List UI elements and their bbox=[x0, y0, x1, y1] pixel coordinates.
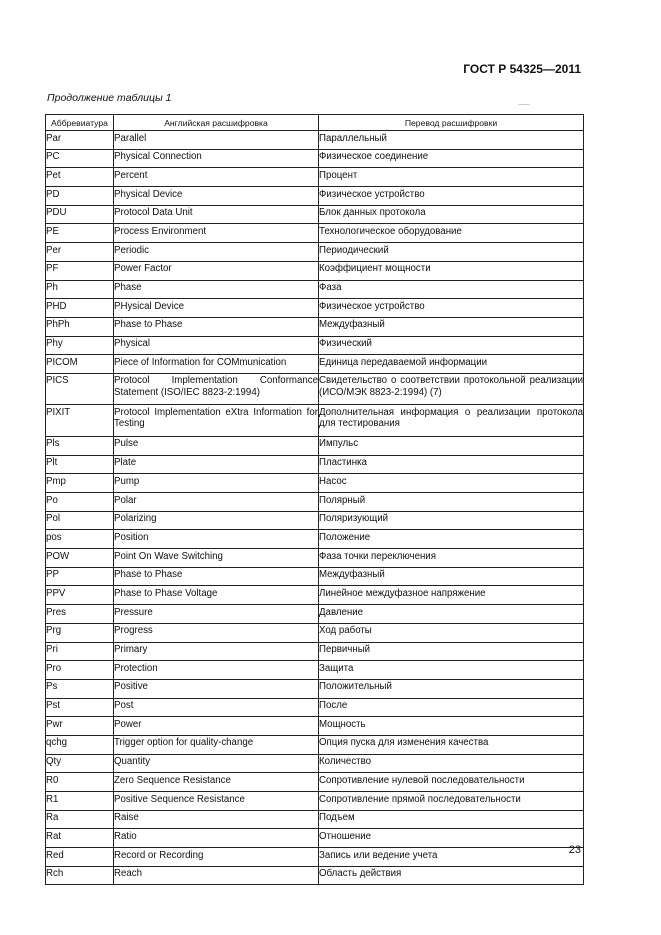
abbreviation-cell: Po bbox=[46, 493, 114, 512]
english-expansion-cell: Phase to Phase Voltage bbox=[114, 586, 319, 605]
english-expansion-cell: Polarizing bbox=[114, 511, 319, 530]
english-expansion-cell: Periodic bbox=[114, 243, 319, 262]
table-row bbox=[46, 848, 584, 867]
table-row bbox=[46, 224, 584, 243]
translation-cell: Междуфазный bbox=[319, 317, 584, 336]
english-expansion-cell: Protocol Implementation Conformance Statement (ISO/IEC 8823-2:1994) bbox=[114, 373, 319, 405]
translation-cell: Поляризующий bbox=[319, 511, 584, 530]
table-header-row bbox=[46, 115, 584, 131]
translation-cell: Положение bbox=[319, 530, 584, 549]
table-row bbox=[46, 455, 584, 474]
abbreviation-cell: Pls bbox=[46, 436, 114, 455]
translation-cell: Подъем bbox=[319, 810, 584, 829]
english-expansion-cell: Power Factor bbox=[114, 261, 319, 280]
english-expansion-cell: Zero Sequence Resistance bbox=[114, 773, 319, 792]
table-row bbox=[46, 735, 584, 754]
english-expansion-cell: Percent bbox=[114, 168, 319, 187]
abbreviation-cell: R1 bbox=[46, 792, 114, 811]
table-row bbox=[46, 530, 584, 549]
translation-cell: Физическое устройство bbox=[319, 299, 584, 318]
translation-cell: Отношение bbox=[319, 829, 584, 848]
abbreviation-cell: PE bbox=[46, 224, 114, 243]
abbreviation-cell: POW bbox=[46, 549, 114, 568]
table-row bbox=[46, 567, 584, 586]
abbreviation-cell: PIXIT bbox=[46, 405, 114, 437]
english-expansion-cell: Raise bbox=[114, 810, 319, 829]
abbreviation-cell: Rch bbox=[46, 866, 114, 885]
abbreviation-cell: Pwr bbox=[46, 717, 114, 736]
translation-cell: Давление bbox=[319, 605, 584, 624]
standard-number: ГОСТ Р 54325—2011 bbox=[463, 62, 581, 76]
abbreviation-cell: Ra bbox=[46, 810, 114, 829]
table-row bbox=[46, 623, 584, 642]
abbreviation-cell: qchg bbox=[46, 735, 114, 754]
table-row bbox=[46, 131, 584, 150]
translation-cell: Количество bbox=[319, 754, 584, 773]
abbreviation-cell: PICS bbox=[46, 373, 114, 405]
table-row bbox=[46, 792, 584, 811]
table-row bbox=[46, 493, 584, 512]
table-row bbox=[46, 405, 584, 437]
translation-cell: Дополнительная информация о реализации протокола для тестирования bbox=[319, 405, 584, 437]
abbreviation-cell: Ph bbox=[46, 280, 114, 299]
abbreviation-cell: PDU bbox=[46, 205, 114, 224]
table-row bbox=[46, 679, 584, 698]
abbreviations-table bbox=[45, 114, 584, 885]
column-header-translation: Перевод расшифровки bbox=[319, 115, 584, 131]
english-expansion-cell: Power bbox=[114, 717, 319, 736]
english-expansion-cell: Polar bbox=[114, 493, 319, 512]
english-expansion-cell: Protection bbox=[114, 661, 319, 680]
translation-cell: Насос bbox=[319, 474, 584, 493]
abbreviation-cell: PHD bbox=[46, 299, 114, 318]
translation-cell: Импульс bbox=[319, 436, 584, 455]
abbreviation-cell: Per bbox=[46, 243, 114, 262]
abbreviation-cell: PC bbox=[46, 149, 114, 168]
translation-cell: Полярный bbox=[319, 493, 584, 512]
abbreviation-cell: Pri bbox=[46, 642, 114, 661]
abbreviation-cell: Pst bbox=[46, 698, 114, 717]
translation-cell: После bbox=[319, 698, 584, 717]
table-row bbox=[46, 187, 584, 206]
abbreviation-cell: Pmp bbox=[46, 474, 114, 493]
table-row bbox=[46, 436, 584, 455]
table-body bbox=[46, 131, 584, 885]
translation-cell: Линейное междуфазное напряжение bbox=[319, 586, 584, 605]
english-expansion-cell: Post bbox=[114, 698, 319, 717]
english-expansion-cell: PHysical Device bbox=[114, 299, 319, 318]
table-row bbox=[46, 511, 584, 530]
table-row bbox=[46, 168, 584, 187]
english-expansion-cell: Parallel bbox=[114, 131, 319, 150]
abbreviation-cell: R0 bbox=[46, 773, 114, 792]
table-row bbox=[46, 642, 584, 661]
english-expansion-cell: Point On Wave Switching bbox=[114, 549, 319, 568]
translation-cell: Междуфазный bbox=[319, 567, 584, 586]
table-row bbox=[46, 866, 584, 885]
translation-cell: Параллельный bbox=[319, 131, 584, 150]
english-expansion-cell: Record or Recording bbox=[114, 848, 319, 867]
english-expansion-cell: Quantity bbox=[114, 754, 319, 773]
abbreviation-cell: Pro bbox=[46, 661, 114, 680]
table-row bbox=[46, 261, 584, 280]
abbreviation-cell: Pol bbox=[46, 511, 114, 530]
table-caption: Продолжение таблицы 1 bbox=[47, 92, 172, 104]
scan-artifact bbox=[518, 104, 530, 105]
translation-cell: Блок данных протокола bbox=[319, 205, 584, 224]
translation-cell: Первичный bbox=[319, 642, 584, 661]
translation-cell: Фаза точки переключения bbox=[319, 549, 584, 568]
table-row bbox=[46, 717, 584, 736]
table-row bbox=[46, 355, 584, 374]
english-expansion-cell: Pulse bbox=[114, 436, 319, 455]
translation-cell: Ход работы bbox=[319, 623, 584, 642]
translation-cell: Единица передаваемой информации bbox=[319, 355, 584, 374]
table-row bbox=[46, 661, 584, 680]
translation-cell: Технологическое оборудование bbox=[319, 224, 584, 243]
abbreviation-cell: Plt bbox=[46, 455, 114, 474]
table-row bbox=[46, 243, 584, 262]
translation-cell: Физический bbox=[319, 336, 584, 355]
abbreviation-cell: Rat bbox=[46, 829, 114, 848]
table-row bbox=[46, 586, 584, 605]
column-header-english: Английская расшифровка bbox=[114, 115, 319, 131]
abbreviation-cell: Qty bbox=[46, 754, 114, 773]
table-row bbox=[46, 754, 584, 773]
english-expansion-cell: Protocol Data Unit bbox=[114, 205, 319, 224]
english-expansion-cell: Process Environment bbox=[114, 224, 319, 243]
english-expansion-cell: Progress bbox=[114, 623, 319, 642]
abbreviation-cell: PD bbox=[46, 187, 114, 206]
english-expansion-cell: Physical Device bbox=[114, 187, 319, 206]
table-row bbox=[46, 317, 584, 336]
english-expansion-cell: Phase to Phase bbox=[114, 567, 319, 586]
english-expansion-cell: Position bbox=[114, 530, 319, 549]
english-expansion-cell: Trigger option for quality-change bbox=[114, 735, 319, 754]
translation-cell: Мощность bbox=[319, 717, 584, 736]
translation-cell: Положительный bbox=[319, 679, 584, 698]
translation-cell: Периодический bbox=[319, 243, 584, 262]
table-row bbox=[46, 605, 584, 624]
english-expansion-cell: Phase bbox=[114, 280, 319, 299]
table-row bbox=[46, 149, 584, 168]
translation-cell: Физическое устройство bbox=[319, 187, 584, 206]
table-row bbox=[46, 773, 584, 792]
translation-cell: Сопротивление прямой последовательности bbox=[319, 792, 584, 811]
english-expansion-cell: Plate bbox=[114, 455, 319, 474]
abbreviation-cell: PICOM bbox=[46, 355, 114, 374]
translation-cell: Свидетельство о соответствии протокольной реализации (ИСО/МЭК 8823-2:1994) (7) bbox=[319, 373, 584, 405]
english-expansion-cell: Positive Sequence Resistance bbox=[114, 792, 319, 811]
english-expansion-cell: Pump bbox=[114, 474, 319, 493]
table-row bbox=[46, 299, 584, 318]
table-row bbox=[46, 336, 584, 355]
abbreviation-cell: PF bbox=[46, 261, 114, 280]
translation-cell: Запись или ведение учета bbox=[319, 848, 584, 867]
abbreviation-cell: Ps bbox=[46, 679, 114, 698]
table-row bbox=[46, 280, 584, 299]
english-expansion-cell: Reach bbox=[114, 866, 319, 885]
table-row bbox=[46, 829, 584, 848]
english-expansion-cell: Piece of Information for COMmunication bbox=[114, 355, 319, 374]
abbreviation-cell: Pres bbox=[46, 605, 114, 624]
abbreviation-cell: Pet bbox=[46, 168, 114, 187]
translation-cell: Процент bbox=[319, 168, 584, 187]
column-header-abbreviation: Аббревиатура bbox=[46, 115, 114, 131]
translation-cell: Фаза bbox=[319, 280, 584, 299]
english-expansion-cell: Positive bbox=[114, 679, 319, 698]
table-row bbox=[46, 474, 584, 493]
abbreviation-cell: PhPh bbox=[46, 317, 114, 336]
abbreviation-cell: Prg bbox=[46, 623, 114, 642]
translation-cell: Область действия bbox=[319, 866, 584, 885]
table-row bbox=[46, 549, 584, 568]
abbreviation-cell: Phy bbox=[46, 336, 114, 355]
abbreviation-cell: PP bbox=[46, 567, 114, 586]
english-expansion-cell: Pressure bbox=[114, 605, 319, 624]
table-row bbox=[46, 205, 584, 224]
table-row bbox=[46, 810, 584, 829]
translation-cell: Защита bbox=[319, 661, 584, 680]
translation-cell: Физическое соединение bbox=[319, 149, 584, 168]
english-expansion-cell: Phase to Phase bbox=[114, 317, 319, 336]
english-expansion-cell: Physical bbox=[114, 336, 319, 355]
table-row bbox=[46, 373, 584, 405]
abbreviation-cell: Red bbox=[46, 848, 114, 867]
abbreviation-cell: Par bbox=[46, 131, 114, 150]
page-number: 23 bbox=[568, 844, 581, 856]
english-expansion-cell: Protocol Implementation eXtra Information for Testing bbox=[114, 405, 319, 437]
translation-cell: Пластинка bbox=[319, 455, 584, 474]
abbreviation-cell: pos bbox=[46, 530, 114, 549]
translation-cell: Опция пуска для изменения качества bbox=[319, 735, 584, 754]
english-expansion-cell: Ratio bbox=[114, 829, 319, 848]
translation-cell: Коэффициент мощности bbox=[319, 261, 584, 280]
english-expansion-cell: Physical Connection bbox=[114, 149, 319, 168]
translation-cell: Сопротивление нулевой последовательности bbox=[319, 773, 584, 792]
english-expansion-cell: Primary bbox=[114, 642, 319, 661]
table-row bbox=[46, 698, 584, 717]
abbreviation-cell: PPV bbox=[46, 586, 114, 605]
